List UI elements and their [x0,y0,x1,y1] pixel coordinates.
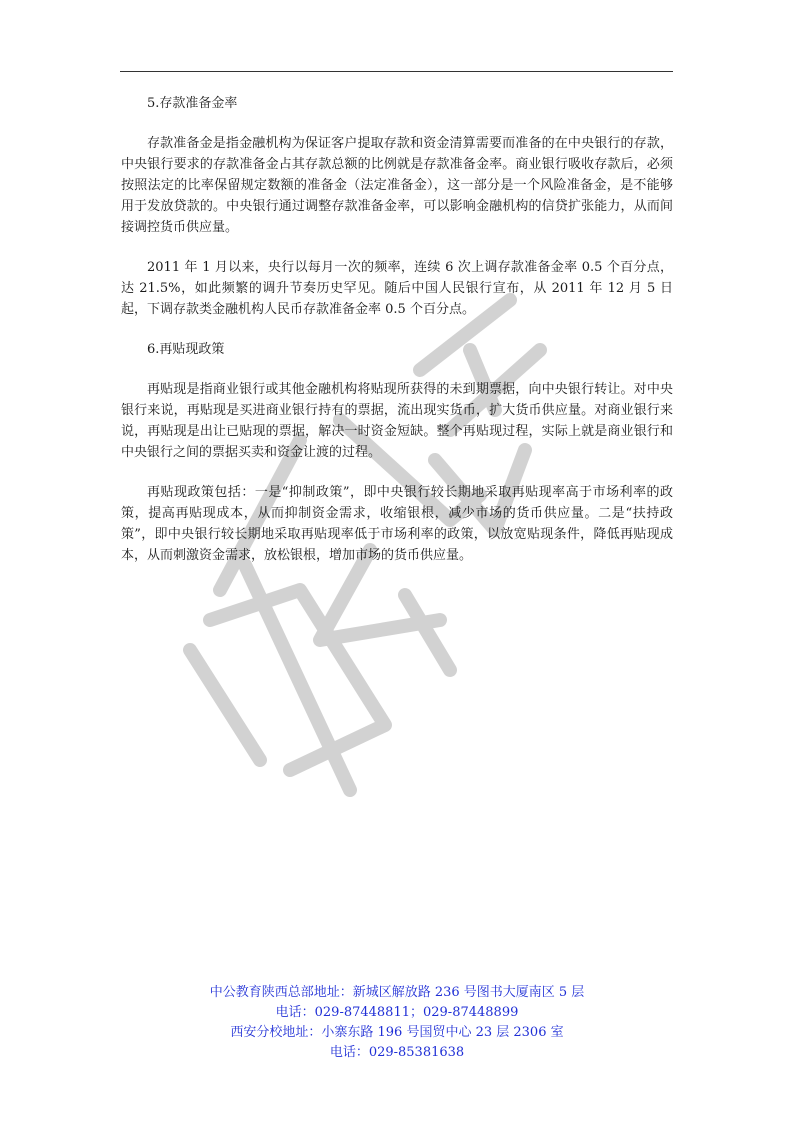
section-heading-rediscount: 6.再贴现政策 [147,342,225,357]
document-body [121,93,673,585]
footer-address-hq: 中公教育陕西总部地址：新城区解放路 236 号图书大厦南区 5 层 [209,985,585,1000]
paragraph-rediscount-definition: 再贴现是指商业银行或其他金融机构将贴现所获得的未到期票据，向中央银行转让。对中央银行来说，再贴现是买进商业银行持有的票据，流出现实货币，扩大货币供应量。对商业银行来说，再贴现是出让已贴现的票据，解决一时资金短缺。整个再贴现过程，实际上就是商业银行和中央银行之间的票据买卖和资金让渡的过程。 [121,382,673,460]
paragraph-rediscount-policy: 再贴现政策包括：一是“抑制政策”，即中央银行较长期地采取再贴现率高于市场利率的政策，提高再贴现成本，从而抑制资金需求，收缩银根，减少市场的货币供应量。二是“扶持政策”，即中央银行较长期地采取再贴现率低于市场利率的政策，以放宽贴现条件，降低再贴现成本，从而刺激资金需求，放松银根，增加市场的货币供应量。 [121,485,673,563]
section-heading-reserve-ratio: 5.存款准备金率 [147,96,238,111]
contact-footer [0,983,794,1063]
header-rule [120,71,673,72]
paragraph-reserve-history: 2011 年 1 月以来，央行以每月一次的频率，连续 6 次上调存款准备金率 0.5 个百分点，达 21.5%，如此频繁的调升节奏历史罕见。随后中国人民银行宣布，从 2011 年 12 月 5 日起，下调存款类金融机构人民币存款准备金率 0.5 个百分点。 [121,260,673,317]
footer-phone-branch: 电话：029-85381638 [329,1045,465,1060]
footer-phone-hq: 电话：029-87448811；029-87448899 [275,1005,519,1020]
footer-address-branch: 西安分校地址：小寨东路 196 号国贸中心 23 层 2306 室 [230,1025,564,1040]
paragraph-reserve-definition: 存款准备金是指金融机构为保证客户提取存款和资金清算需要而准备的在中央银行的存款，中央银行要求的存款准备金占其存款总额的比例就是存款准备金率。商业银行吸收存款后，必须按照法定的比率保留规定数额的准备金（法定准备金），这一部分是一个风险准备金，是不能够用于发放贷款的。中央银行通过调整存款准备金率，可以影响金融机构的信贷扩张能力，从而间接调控货币供应量。 [121,136,673,235]
